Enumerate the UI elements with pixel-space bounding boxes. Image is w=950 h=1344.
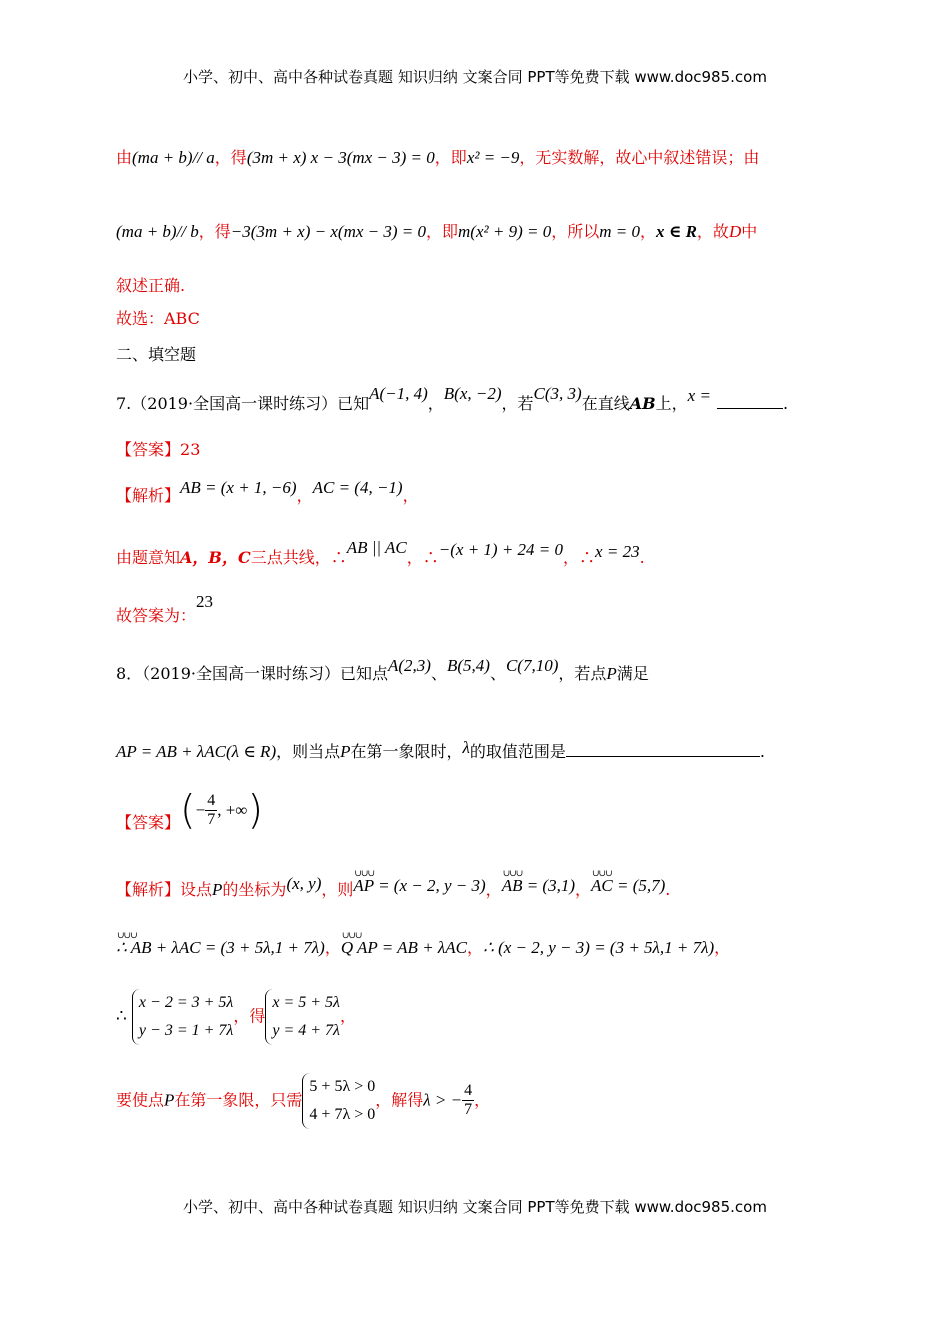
numerator: 4 — [207, 792, 216, 809]
math: ∪∪∪ Q AP = AB + λAC — [341, 938, 467, 958]
math: m(x² + 9) = 0 — [458, 222, 552, 241]
prev-line-2 — [116, 222, 757, 242]
text: 在直线 — [581, 394, 630, 413]
text: ，∴ — [563, 548, 596, 567]
q7-stem — [116, 384, 789, 414]
text: 三点共线，∴ — [250, 548, 347, 567]
text: 中 — [741, 222, 758, 241]
answer-blank — [717, 392, 783, 409]
text: ，所以 — [551, 222, 600, 241]
section-title: 二、填空题 — [116, 345, 197, 364]
math: x = 23 — [595, 542, 640, 561]
math: B(5,4) — [446, 656, 490, 675]
text: ， — [639, 222, 656, 241]
text: ，若点 — [558, 664, 607, 683]
math: , +∞ — [217, 800, 248, 820]
text: AB — [629, 394, 656, 413]
q8-analysis — [116, 874, 671, 900]
math: AC = (4, −1) — [312, 478, 403, 497]
text: ， — [402, 486, 419, 505]
minus: − — [195, 800, 206, 820]
label: 【解析】 — [116, 880, 181, 899]
math: AB || AC — [346, 538, 407, 557]
text: . — [639, 548, 645, 567]
math: ∪∪∪ ∴ AB + λAC = (3 + 5λ,1 + 7λ) — [116, 938, 325, 958]
text: 满足 — [616, 664, 649, 683]
math: (x, y) — [286, 874, 322, 893]
text: . — [759, 742, 766, 761]
q7-derivation — [116, 538, 645, 568]
answer-blank — [566, 740, 760, 757]
row: 4 + 7λ > 0 — [309, 1105, 376, 1123]
q8-stem — [116, 656, 649, 684]
text: ， — [474, 1090, 491, 1110]
text: ，即 — [426, 222, 459, 241]
q7-answer — [116, 440, 200, 460]
text: ， — [575, 880, 592, 899]
math: λ — [462, 738, 470, 757]
close-paren: ) — [247, 787, 264, 834]
therefore: ∴ — [116, 1006, 127, 1026]
text: ， — [296, 486, 313, 505]
row: y − 3 = 1 + 7λ — [138, 1021, 234, 1039]
math: P — [164, 1090, 175, 1110]
page-footer: 小学、初中、高中各种试卷真题 知识归纳 文案合同 PPT等免费下载 www.doc985.com — [183, 1198, 767, 1216]
text: 由题意知 — [116, 548, 181, 567]
math: AP = AB + λAC(λ ∈ R) — [116, 742, 277, 761]
fraction — [205, 792, 217, 829]
q8-conclusion — [116, 1072, 490, 1129]
math: m = 0 — [599, 222, 640, 241]
math: P — [340, 742, 351, 761]
text: ，解得 — [375, 1090, 424, 1110]
math: (ma + b)// a — [132, 148, 215, 167]
math: (ma + b)// b — [116, 222, 199, 241]
text: 设点 — [180, 880, 213, 899]
open-paren: ( — [180, 787, 196, 834]
math: x² = −9 — [466, 148, 520, 167]
math: ∴ (x − 2, y − 3) = (3 + 5λ,1 + 7λ) — [483, 938, 715, 957]
math: P — [606, 664, 617, 683]
math: 23 — [196, 592, 214, 611]
text: ， — [427, 394, 444, 413]
system-3 — [302, 1073, 375, 1129]
text: ，∴ — [406, 548, 439, 567]
text: 、 — [489, 664, 506, 683]
q7-analysis — [116, 478, 419, 506]
math: A(−1, 4) — [369, 384, 428, 403]
math: (3m + x) x − 3(mx − 3) = 0 — [246, 148, 435, 167]
text: ，故 — [696, 222, 729, 241]
text: 故答案为： — [116, 606, 197, 625]
prev-line-1 — [116, 148, 759, 168]
math: ∪∪∪ AB = (3,1) — [502, 876, 575, 896]
q8-stem-2 — [116, 740, 765, 762]
math: D — [728, 222, 742, 241]
row: y = 4 + 7λ — [272, 1021, 340, 1039]
q8-answer — [116, 787, 264, 834]
math: −(x + 1) + 24 = 0 — [438, 540, 564, 559]
text: 8．（2019·全国高一课时练习）已知点 — [116, 664, 388, 683]
text: 的坐标为 — [222, 880, 287, 899]
math: B(x, −2) — [443, 384, 502, 403]
math: ∪∪∪ AC = (5,7) — [591, 876, 665, 896]
text: 上， — [655, 394, 688, 413]
system-1 — [132, 989, 233, 1045]
math: λ > − — [423, 1090, 463, 1110]
math: C(7,10) — [505, 656, 559, 675]
text: ， — [339, 1006, 356, 1026]
text: ，若 — [501, 394, 534, 413]
value: 23 — [180, 440, 201, 459]
text: ，则当点 — [276, 742, 341, 761]
text: ，即 — [434, 148, 467, 167]
denominator: 7 — [207, 811, 216, 828]
math: C(3, 3) — [533, 384, 582, 403]
math: x = — [687, 386, 711, 405]
math: P — [212, 880, 223, 899]
math: −3(3m + x) − x(mx − 3) = 0 — [230, 222, 426, 241]
math: AB = (x + 1, −6) — [180, 478, 297, 497]
label: 【答案】 — [116, 812, 181, 832]
q8-step — [116, 938, 730, 958]
label: 【答案】 — [116, 440, 181, 459]
math: ∪∪∪ AP = (x − 2, y − 3) — [353, 876, 485, 896]
prev-line-4: 故选：ABC — [116, 309, 200, 328]
q7-final — [116, 592, 214, 626]
label: 【解析】 — [116, 486, 181, 505]
text: 的取值范围是 — [469, 742, 566, 761]
fraction — [462, 1082, 474, 1119]
page-header: 小学、初中、高中各种试卷真题 知识归纳 文案合同 PPT等免费下载 www.doc985.com — [183, 68, 767, 86]
system-2 — [265, 989, 340, 1045]
text: ，得 — [233, 1006, 266, 1026]
denominator: 7 — [464, 1101, 473, 1118]
q8-systems — [116, 988, 356, 1045]
text: 、 — [430, 664, 447, 683]
row: x = 5 + 5λ — [272, 993, 340, 1011]
row: 5 + 5λ > 0 — [309, 1077, 376, 1095]
text: 由 — [116, 148, 133, 167]
text: 要使点 — [116, 1090, 165, 1110]
text: A，B，C — [180, 548, 251, 567]
math: A(2,3) — [388, 656, 431, 675]
text: ， — [485, 880, 502, 899]
text: ， — [467, 938, 484, 957]
text: . — [665, 880, 671, 899]
text: ，得 — [214, 148, 247, 167]
prev-line-3: 叙述正确. — [116, 276, 186, 295]
text: ， — [714, 938, 731, 957]
text: . — [782, 394, 789, 413]
text: ，得 — [198, 222, 231, 241]
text: 在第一象限，只需 — [174, 1090, 303, 1110]
text: 7.（2019·全国高一课时练习）已知 — [116, 394, 370, 413]
numerator: 4 — [464, 1082, 473, 1099]
text: ，则 — [321, 880, 354, 899]
row: x − 2 = 3 + 5λ — [138, 993, 234, 1011]
text: ，无实数解，故心中叙述错误；由 — [519, 148, 760, 167]
text: 在第一象限时， — [350, 742, 463, 761]
text: ， — [324, 938, 341, 957]
math: x ∈ R — [655, 222, 697, 241]
